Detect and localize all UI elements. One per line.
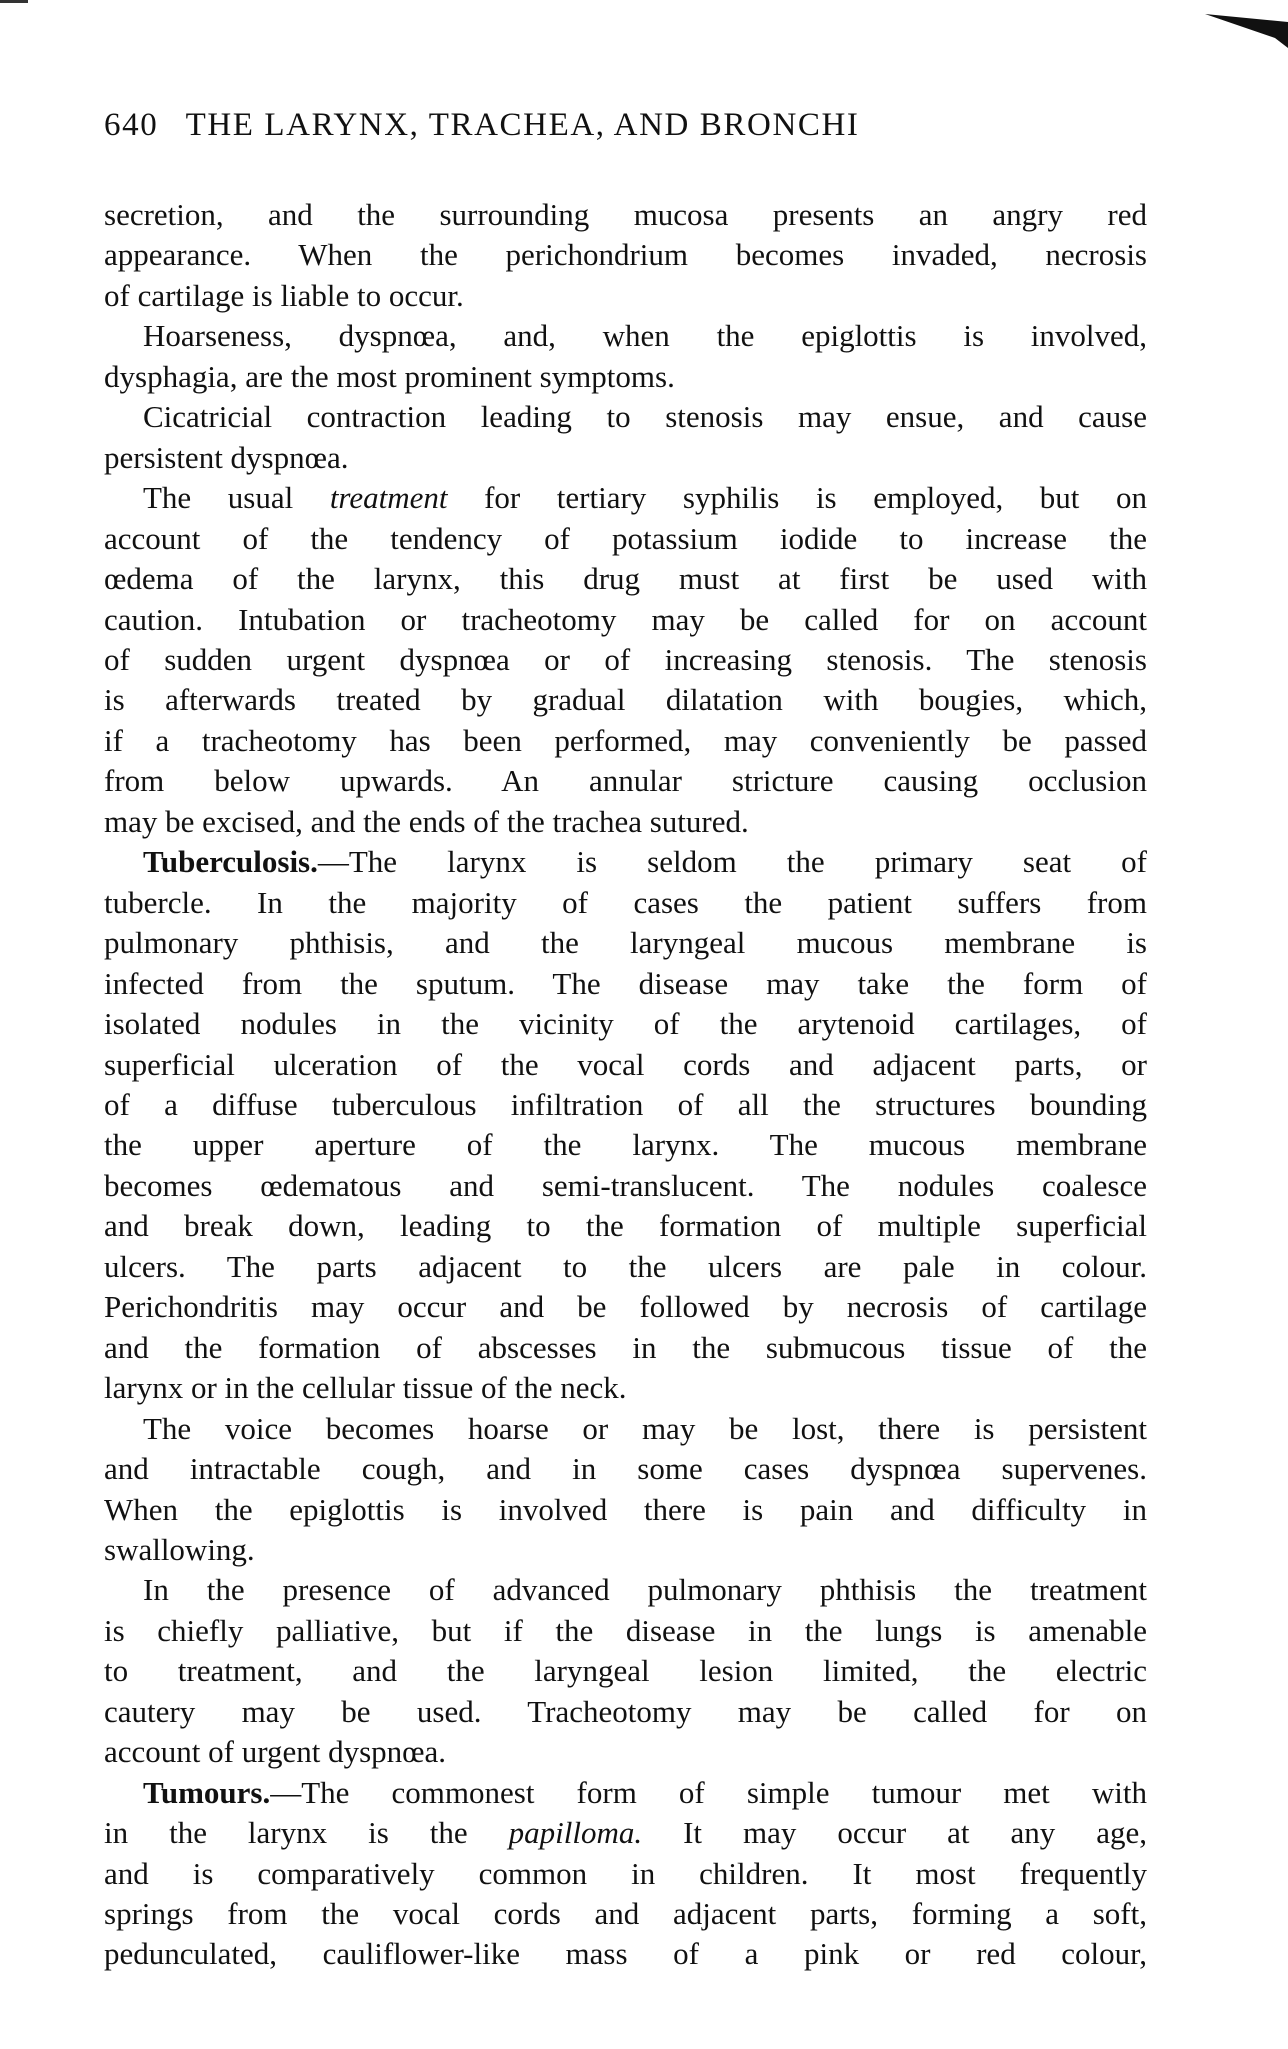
text-run: Perichondritis may occur and be followed by necrosis of cartilage [104,1289,1147,1325]
text-line [104,1368,1147,1408]
text-line [104,842,1147,882]
emphasis: treatment [329,480,448,516]
text-run: to treatment, and the laryngeal lesion limited, the electric [104,1653,1147,1689]
text-run: œdema of the larynx, this drug must at first be used with [104,561,1147,597]
section-heading: Tuberculosis. [143,844,318,880]
text-run: superficial ulceration of the vocal cords and adjacent parts, or [104,1046,1147,1082]
text-line [104,1570,1147,1610]
text-run: The usual [143,480,330,516]
text-line [104,1449,1147,1489]
text-line [104,235,1147,275]
text-line [104,883,1147,923]
text-line [104,316,1147,356]
text-run: cautery may be used. Tracheotomy may be called for on [104,1693,1147,1729]
text-run: if a tracheotomy has been performed, may conveniently be passed [104,722,1147,758]
text-run: dysphagia, are the most prominent symptoms. [104,358,675,394]
text-run: pedunculated, cauliflower-like mass of a pink or red colour, [104,1936,1147,1972]
text-line [104,1934,1147,1974]
text-run: The voice becomes hoarse or may be lost, there is persistent [143,1410,1147,1446]
text-line [104,397,1147,437]
text-line [104,276,1147,316]
emphasis: papilloma. [508,1815,643,1851]
text-run: springs from the vocal cords and adjacent parts, forming a soft, [104,1896,1147,1932]
section-heading: Tumours. [143,1774,271,1810]
text-run: Cicatricial contraction leading to stenosis may ensue, and cause [143,399,1147,435]
text-run: persistent dyspnœa. [104,439,349,475]
paragraph [104,478,1147,842]
text-run: When the epiglottis is involved there is pain and difficulty in [104,1491,1147,1527]
running-header [104,100,1094,150]
text-run: the upper aperture of the larynx. The mucous membrane [104,1127,1147,1163]
text-line [104,1206,1147,1246]
text-line [104,761,1147,801]
text-run: is afterwards treated by gradual dilatation with bougies, which, [104,682,1147,718]
text-run: pulmonary phthisis, and the laryngeal mucous membrane is [104,925,1147,961]
text-line [104,1004,1147,1044]
text-run: swallowing. [104,1531,255,1567]
text-line [104,1813,1147,1853]
text-run: tubercle. In the majority of cases the patient suffers from [104,884,1147,920]
text-run: of cartilage is liable to occur. [104,277,464,313]
scan-corner-mark [0,0,30,6]
text-run: in the larynx is the [104,1815,509,1851]
text-run: In the presence of advanced pulmonary phthisis the treatment [143,1572,1147,1608]
text-run: is chiefly palliative, but if the disease in the lungs is amenable [104,1612,1147,1648]
text-run: from below upwards. An annular stricture causing occlusion [104,763,1147,799]
text-line [104,1085,1147,1125]
text-line [104,1692,1147,1732]
text-line [104,1045,1147,1085]
text-run: —The larynx is seldom the primary seat of [317,844,1147,880]
text-run: larynx or in the cellular tissue of the neck. [104,1370,627,1406]
text-line [104,1166,1147,1206]
text-line [104,519,1147,559]
text-line [104,1490,1147,1530]
text-run: caution. Intubation or tracheotomy may be called for on account [104,601,1147,637]
page-number: 640 [104,107,159,143]
text-line [104,964,1147,1004]
text-line [104,1894,1147,1934]
text-line [104,1732,1147,1772]
text-run: account of urgent dyspnœa. [104,1734,447,1770]
paragraph [104,1409,1147,1571]
text-line [104,1651,1147,1691]
text-line [104,195,1147,235]
text-run: It may occur at any age, [642,1815,1147,1851]
text-line [104,802,1147,842]
text-run: may be excised, and the ends of the trachea sutured. [104,803,749,839]
text-line [104,1287,1147,1327]
scan-edge-mark [1205,8,1288,48]
text-run: becomes œdematous and semi-translucent. The nodules coalesce [104,1167,1147,1203]
text-run: and break down, leading to the formation of multiple superficial [104,1208,1147,1244]
text-run: and intractable cough, and in some cases dyspnœa supervenes. [104,1451,1147,1487]
paragraph [104,1570,1147,1772]
text-run: ulcers. The parts adjacent to the ulcers are pale in colour. [104,1248,1147,1284]
text-line [104,640,1147,680]
text-run: account of the tendency of potassium iodide to increase the [104,520,1147,556]
text-line [104,1409,1147,1449]
paragraph [104,195,1147,316]
text-run: and the formation of abscesses in the submucous tissue of the [104,1329,1147,1365]
text-line [104,438,1147,478]
text-run: of sudden urgent dyspnœa or of increasing stenosis. The stenosis [104,641,1147,677]
text-run: for tertiary syphilis is employed, but on [447,480,1147,516]
text-run: appearance. When the perichondrium becomes invaded, necrosis [104,237,1147,273]
text-run: secretion, and the surrounding mucosa presents an angry red [104,197,1147,232]
paragraph [104,397,1147,478]
text-line [104,1125,1147,1165]
text-line [104,721,1147,761]
text-run: of a diffuse tuberculous infiltration of all the structures bounding [104,1086,1147,1122]
text-line [104,1247,1147,1287]
text-line [104,357,1147,397]
text-line [104,1854,1147,1894]
text-run: Hoarseness, dyspnœa, and, when the epiglottis is involved, [143,318,1147,354]
text-line [104,478,1147,518]
text-line [104,1328,1147,1368]
text-line [104,559,1147,599]
text-run: —The commonest form of simple tumour met with [270,1774,1147,1810]
paragraph [104,1773,1147,1975]
page-body [104,195,1147,1975]
text-run: and is comparatively common in children. It most frequently [104,1855,1147,1891]
text-line [104,1611,1147,1651]
running-title: THE LARYNX, TRACHEA, AND BRONCHI [185,107,860,143]
text-run: isolated nodules in the vicinity of the arytenoid cartilages, of [104,1006,1147,1042]
text-line [104,1530,1147,1570]
text-line [104,1773,1147,1813]
text-line [104,923,1147,963]
text-run: infected from the sputum. The disease may take the form of [104,965,1147,1001]
text-line [104,680,1147,720]
paragraph [104,842,1147,1408]
text-line [104,600,1147,640]
paragraph [104,316,1147,397]
